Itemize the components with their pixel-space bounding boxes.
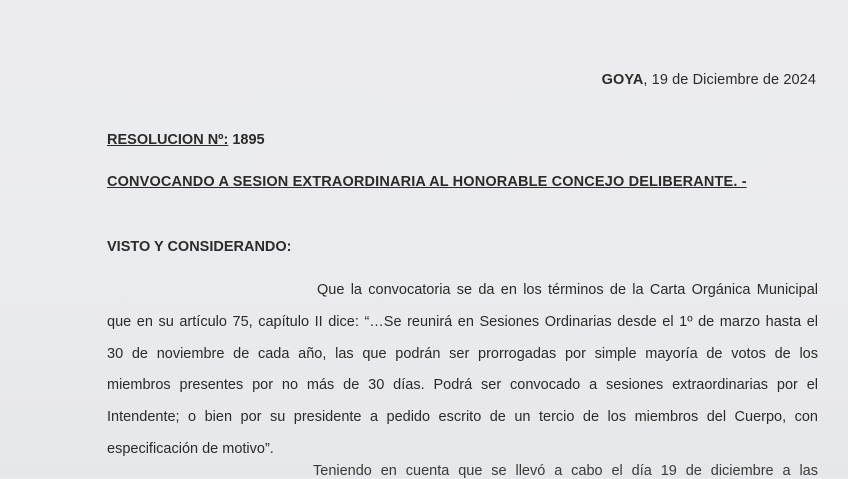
cut-off-line: Teniendo en cuenta que se llevó a cabo el día 19 de diciembre a las bbox=[313, 463, 818, 479]
body-line-3: 30 de noviembre de cada año, las que podrán ser prorrogadas por simple mayoría de votos de los bbox=[107, 346, 818, 362]
body-line-6: especificación de motivo”. bbox=[107, 441, 274, 457]
body-line-2: que en su artículo 75, capítulo II dice: “…Se reunirá en Sesiones Ordinarias desde el 1º de marzo hasta el bbox=[107, 314, 818, 330]
resolution-label: RESOLUCION Nº: bbox=[107, 132, 229, 148]
body-line-1: Que la convocatoria se da en los términos de la Carta Orgánica Municipal bbox=[317, 282, 818, 298]
section-heading: VISTO Y CONSIDERANDO: bbox=[107, 239, 292, 255]
resolution-number: 1895 bbox=[228, 132, 265, 148]
resolution-heading bbox=[107, 132, 265, 148]
body-line-4: miembros presentes por no más de 30 días. Podrá ser convocado a sesiones extraordinarias por el bbox=[107, 377, 818, 393]
date-line bbox=[602, 72, 816, 88]
city-name: GOYA bbox=[601, 72, 644, 88]
date-text: , 19 de Diciembre de 2024 bbox=[643, 72, 816, 88]
resolution-subject: CONVOCANDO A SESION EXTRAORDINARIA AL HONORABLE CONCEJO DELIBERANTE. - bbox=[107, 174, 747, 190]
body-line-5: Intendente; o bien por su presidente a pedido escrito de un tercio de los miembros del Cuerpo, con bbox=[107, 409, 818, 425]
